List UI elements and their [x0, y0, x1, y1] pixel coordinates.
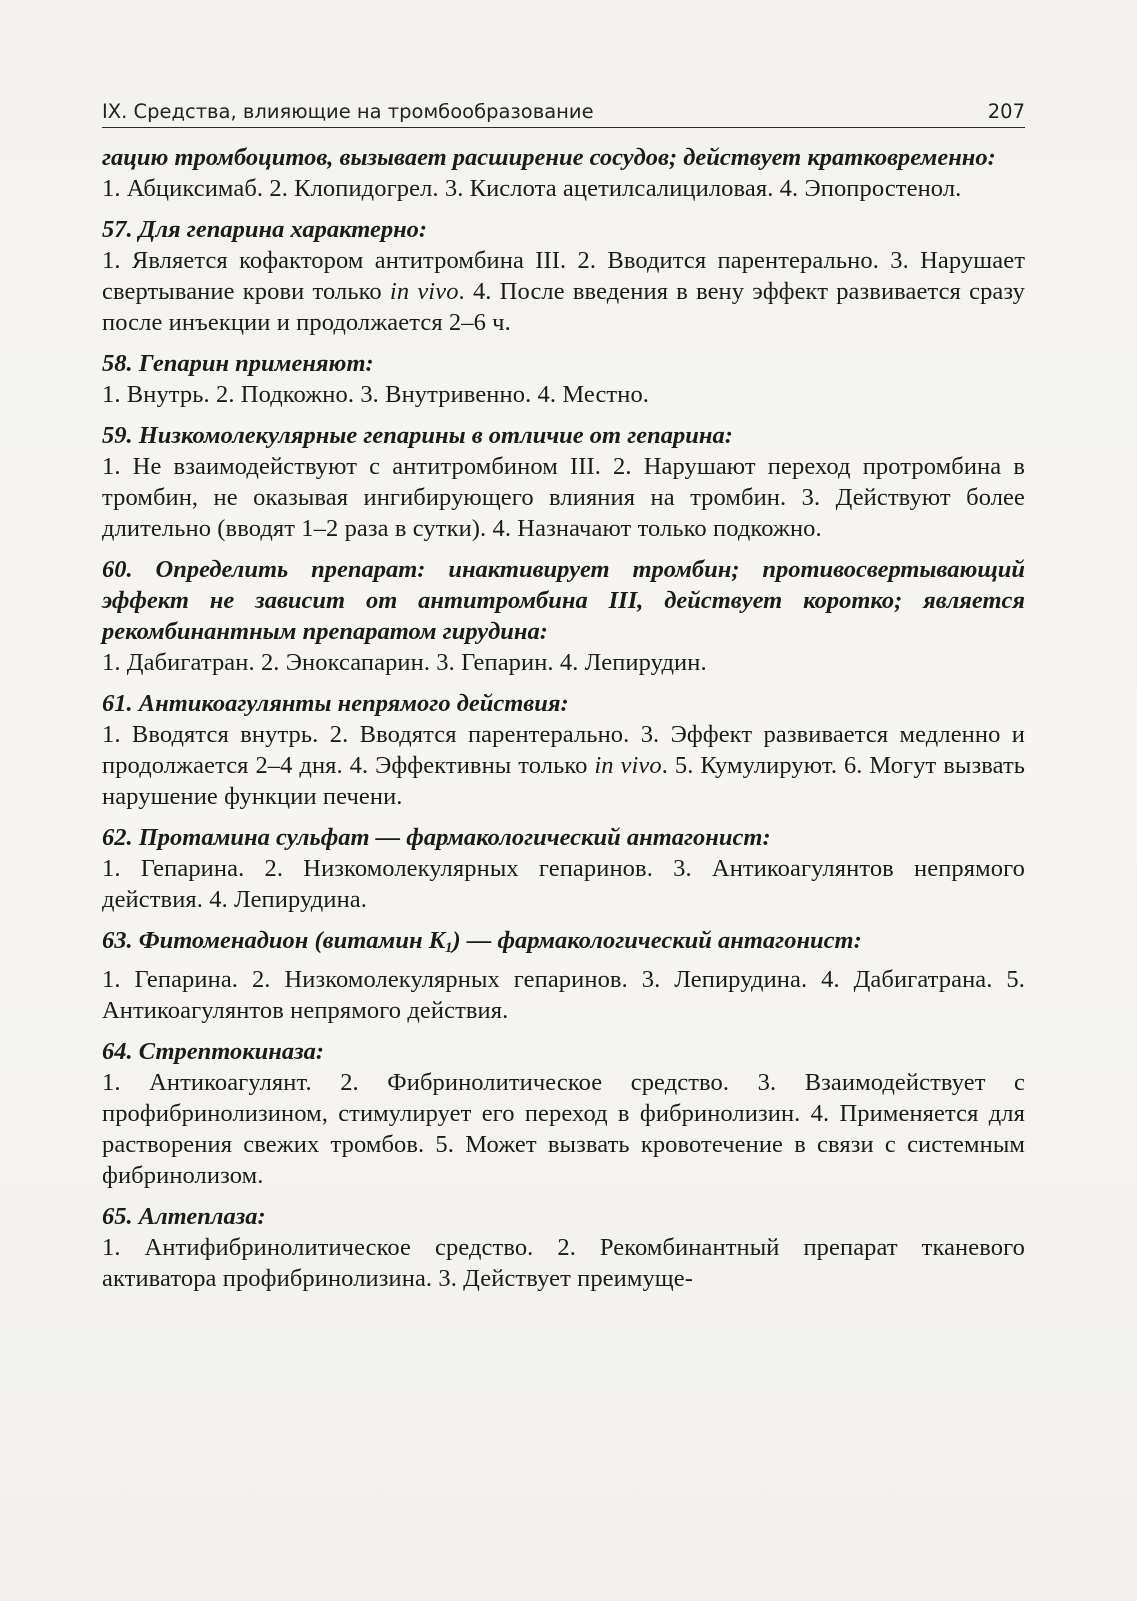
question-title: 65. Алтеплаза:: [102, 1203, 266, 1231]
question-63: [102, 925, 1025, 1026]
question-56-continuation: [102, 142, 1025, 204]
question-title: 59. Низкомолекулярные гепарины в отличие от гепарина:: [102, 422, 733, 450]
question-title: 62. Протамина сульфат — фармакологический антагонист:: [102, 824, 771, 852]
question-answers: 1. Гепарина. 2. Низкомолекулярных гепаринов. 3. Антикоагулянтов непрямого действия. 4. Лепирудина.: [102, 855, 1025, 914]
question-answers: 1. Дабигатран. 2. Эноксапарин. 3. Гепарин. 4. Лепирудин.: [102, 649, 707, 677]
question-answers: 1. Внутрь. 2. Подкожно. 3. Внутривенно. 4. Местно.: [102, 381, 650, 409]
question-answers: 1. Антикоагулянт. 2. Фибринолитическое средство. 3. Взаимодействует с профибринолизином, стимулирует его переход в фибринолизин. 4. Применяется для растворения свежих тромбов. 5. Может вызвать кровотечение в связи с системным фибринолизом.: [102, 1069, 1025, 1190]
question-title: гацию тромбоцитов, вызывает расширение сосудов; действует кратковременно:: [102, 144, 996, 172]
question-title: 58. Гепарин применяют:: [102, 350, 374, 378]
subscript: 1: [445, 940, 453, 957]
question-answers: 1. Гепарина. 2. Низкомолекулярных гепаринов. 3. Лепирудина. 4. Дабигатрана. 5. Антикоагулянтов непрямого действия.: [102, 966, 1025, 1025]
latin-term: in vivo: [389, 278, 459, 306]
question-64: [102, 1036, 1025, 1191]
question-answers: 1. Не взаимодействуют с антитромбином III. 2. Нарушают переход протромбина в тромбин, не оказывая ингибирующего влияния на тромбин. 3. Действуют более длительно (вводят 1–2 раза в сутки). 4. Назначают только подкожно.: [102, 453, 1025, 543]
answers-text: . 5. Кумулируют. 6. Могут вызвать нарушение функции печени.: [102, 752, 1026, 811]
latin-term: in vivo: [594, 752, 662, 780]
answers-text: . 4. После введения в вену эффект развивается сразу после инъекции и продолжается 2–6 ч.: [102, 278, 1026, 337]
chapter-title: IX. Средства, влияющие на тромбообразование: [102, 100, 594, 123]
question-58: [102, 348, 1025, 410]
answers-text: 1. Является кофактором антитромбина III. 2. Вводится парентерально. 3. Нарушает свертывание крови только: [102, 247, 1025, 306]
page-number: 207: [987, 100, 1025, 123]
question-title: 61. Антикоагулянты непрямого действия:: [102, 690, 569, 718]
question-list: [102, 142, 1025, 1294]
question-65: [102, 1201, 1025, 1294]
question-title: [102, 925, 1025, 964]
question-57: [102, 214, 1025, 338]
question-answers: [102, 245, 1025, 338]
answers-text: 1. Вводятся внутрь. 2. Вводятся парентерально. 3. Эффект развивается медленно и продолжается 2–4 дня. 4. Эффективны только: [102, 721, 1025, 780]
running-head: [102, 100, 1025, 128]
question-title: 57. Для гепарина характерно:: [102, 216, 428, 244]
question-title: 60. Определить препарат: инактивирует тромбин; противосвертывающий эффект не зависит от антитромбина III, действует коротко; является рекомбинантным препаратом гирудина:: [102, 556, 1025, 646]
title-text: 63. Фитоменадион (витамин K: [102, 927, 446, 955]
question-61: [102, 688, 1025, 812]
title-text: ) — фармакологический антагонист:: [452, 927, 862, 955]
question-60: [102, 554, 1025, 678]
question-answers: 1. Абциксимаб. 2. Клопидогрел. 3. Кислота ацетилсалициловая. 4. Эпопростенол.: [102, 175, 962, 203]
question-title: 64. Стрептокиназа:: [102, 1038, 325, 1066]
question-62: [102, 822, 1025, 915]
question-59: [102, 420, 1025, 544]
question-answers: [102, 719, 1025, 812]
question-answers: 1. Антифибринолитическое средство. 2. Рекомбинантный препарат тканевого активатора профибринолизина. 3. Действует преимуще-: [102, 1234, 1025, 1293]
